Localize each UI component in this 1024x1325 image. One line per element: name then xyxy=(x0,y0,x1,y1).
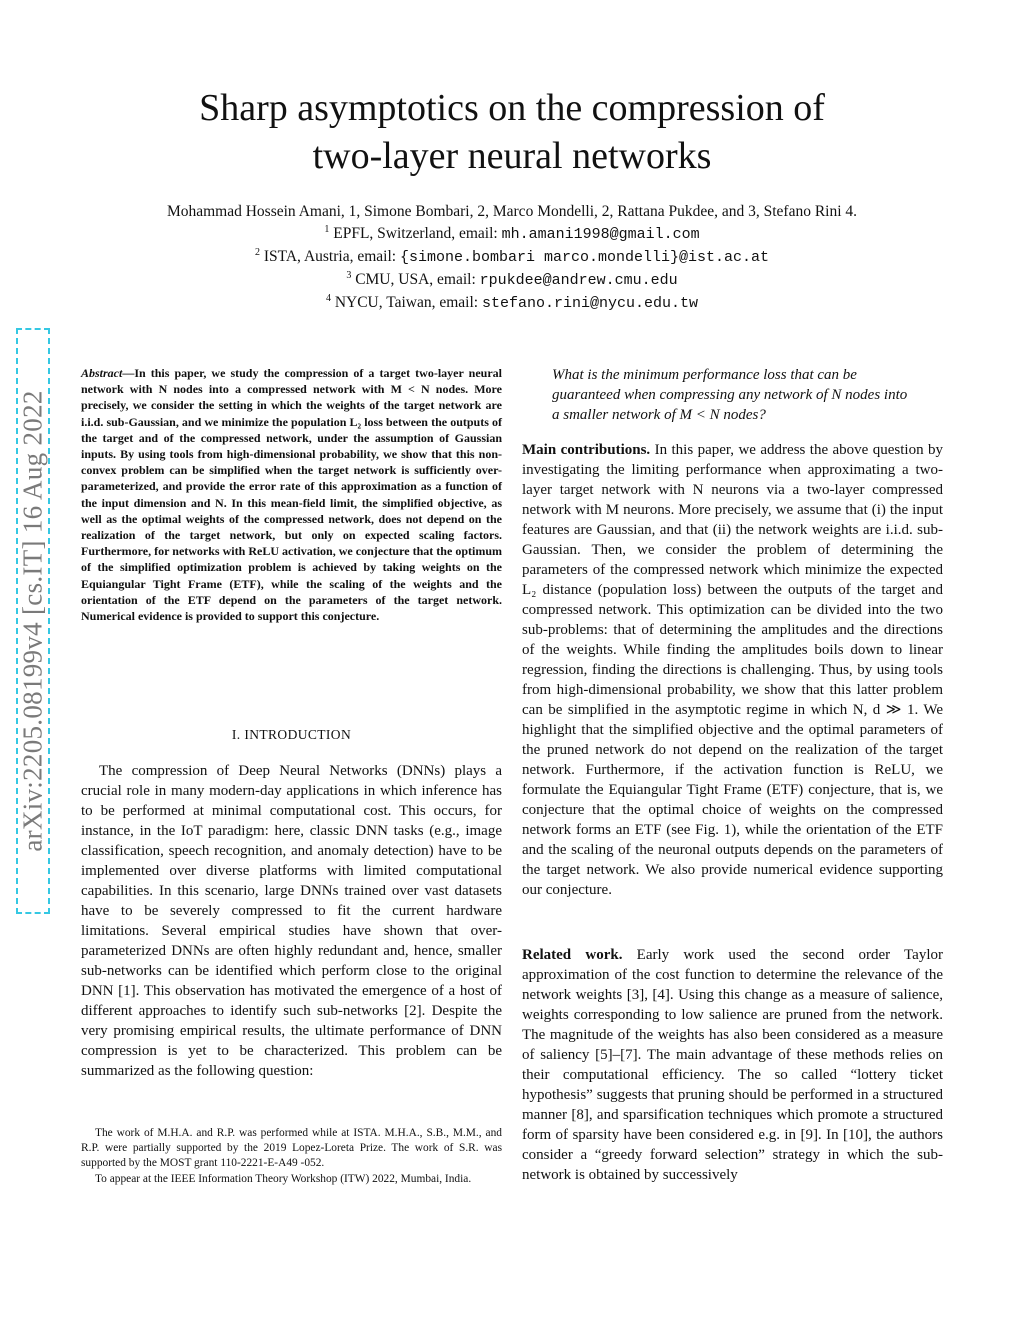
affiliation-1-email: mh.amani1998@gmail.com xyxy=(501,226,700,243)
section-heading-introduction: I. INTRODUCTION xyxy=(231,727,352,742)
related-work-heading: Related work. xyxy=(522,947,623,963)
abstract-label: Abstract xyxy=(81,366,123,380)
title-line-1: Sharp asymptotics on the compression of xyxy=(199,87,825,129)
author-block xyxy=(0,201,1024,315)
main-contributions-paragraph xyxy=(522,440,943,900)
related-work-paragraph xyxy=(522,945,943,1185)
affiliation-2-email: {simone.bombari marco.mondelli}@ist.ac.at xyxy=(399,249,770,266)
footnote-venue: To appear at the IEEE Information Theory Workshop (ITW) 2022, Mumbai, India. xyxy=(95,1173,472,1185)
related-work-text: Early work used the second order Taylor approximation of the cost function to determine the relevance of the network weights [3], [4]. Using this change as a measure of salience, weights corresponding to low salience are pruned from the network. The magnitude of the weights has also been considered as a measure of saliency [5]–[7]. The main advantage of these methods relies on their computational efficiency. The so called “lottery ticket hypothesis” suggests that pruning should be performed in a structured manner [8], and sparsification techniques which promote a structured form of sparsity have been considered e.g. in [9]. In [10], the authors consider a “greedy forward selection” strategy in which the sub-network is obtained by successively xyxy=(522,947,943,1183)
affiliation-3-email: rpukdee@andrew.cmu.edu xyxy=(479,272,678,289)
affiliation-1-number: 1 xyxy=(324,223,330,235)
affiliation-4-email: stefano.rini@nycu.edu.tw xyxy=(481,295,699,312)
affiliation-2-text: ISTA, Austria, email: xyxy=(263,248,397,265)
arxiv-identifier-stamp[interactable] xyxy=(16,328,50,914)
affiliation-1 xyxy=(0,223,1024,246)
paper-title xyxy=(0,84,1024,180)
abstract xyxy=(81,365,502,624)
affiliation-3-text: CMU, USA, email: xyxy=(355,271,476,288)
arxiv-identifier-text: arXiv:2205.08199v4 [cs.IT] 16 Aug 2022 xyxy=(17,390,48,852)
title-line-2: two-layer neural networks xyxy=(312,135,712,177)
affiliation-2 xyxy=(0,246,1024,269)
affiliation-4-number: 4 xyxy=(325,292,331,304)
introduction-paragraph: The compression of Deep Neural Networks (DNNs) plays a crucial role in many modern-day applications in which inference has to be performed at minimal computational cost. This occurs, for instance, in the IoT paradigm: here, classic DNN tasks (e.g., image classification, speech recognition, and anomaly detection) have to be implemented over diverse platforms with limited computational capabilities. In this scenario, large DNNs trained over vast datasets have to be severely compressed to fit the current hardware limitations. Several empirical studies have shown that over-parameterized DNNs are often highly redundant and, hence, smaller sub-networks can be identified which perform close to the original DNN [1]. This observation has motivated the emergence of a host of different approaches to identify such sub-networks [2]. Despite the very promising empirical results, the ultimate performance of DNN compression is yet to be characterized. This problem can be summarized as the following question: xyxy=(81,763,502,1079)
abstract-text: —In this paper, we study the compression of a target two-layer neural network with N nodes into a compressed network with M < N nodes. More precisely, we consider the setting in which the weights of the target network are i.i.d. sub-Gaussian, and we minimize the population L₂ loss between the outputs of the target and of the compressed network, under the assumption of Gaussian inputs. By using tools from high-dimensional probability, we show that this non-convex problem can be simplified when the target network is sufficiently over-parameterized, and provide the error rate of this approximation as a function of the input dimension and N. In this mean-field limit, the simplified objective, as well as the optimal weights of the compressed network, does not depend on the realization of the target network, but only on expected scaling factors. Furthermore, for networks with ReLU activation, we conjecture that the optimum of the simplified optimization problem is achieved by taking weights on the Equiangular Tight Frame (ETF), while the scaling of the weights and the orientation of the ETF depend on the parameters of the target network. Numerical evidence is provided to support this conjecture. xyxy=(81,366,502,624)
affiliation-4-text: NYCU, Taiwan, email: xyxy=(334,294,479,311)
affiliation-3 xyxy=(0,269,1024,292)
affiliation-4 xyxy=(0,292,1024,315)
affiliation-2-number: 2 xyxy=(254,246,260,258)
footnote-funding: The work of M.H.A. and R.P. was performed while at ISTA. M.H.A., S.B., M.M., and R.P. were partially supported by the 2019 Lopez-Loreta Prize. The work of S.R. was supported by the MOST grant 110-2221-E-A49 -052. xyxy=(81,1127,502,1169)
main-contributions-heading: Main contributions. xyxy=(522,442,651,458)
author-list: Mohammad Hossein Amani, 1, Simone Bombari, 2, Marco Mondelli, 2, Rattana Pukdee, and 3, Stefano Rini 4. xyxy=(166,203,858,220)
affiliation-1-text: EPFL, Switzerland, email: xyxy=(333,225,498,242)
main-contributions-text: In this paper, we address the above question by investigating the limiting performance when approximating a two-layer target network with N neurons via a two-layer compressed network with M neurons. More precisely, we assume that (i) the input features are Gaussian, and that (ii) the network weights are i.i.d. sub-Gaussian. Then, we consider the problem of determining the parameters of the compressed network which minimize the expected L₂ distance (population loss) between the outputs of the target and compressed network. This optimization can be divided into the two sub-problems: that of determining the amplitudes and the directions of the weights. While finding the amplitudes boils down to linear regression, finding the directions is challenging. Thus, by using tools from high-dimensional probability, we show that this latter problem can be simplified in the asymptotic regime in which N, d ≫ 1. We highlight that the simplified objective and the optimal parameters of the pruned network do not depend on the realization of the target network. Furthermore, if the activation function is ReLU, we formulate the Equiangular Tight Frame (ETF) conjecture, that is, we conjecture that the optimal choice of weights on the compressed network forms an ETF (see Fig. 1), while the orientation of the ETF and the scaling of the neuronal outputs depends on the parameters of the target network. We also provide numerical evidence supporting our conjecture. xyxy=(522,442,944,898)
affiliation-3-number: 3 xyxy=(346,269,352,281)
research-question: What is the minimum performance loss that can be guaranteed when compressing any network of N nodes into a smaller network of M < N nodes? xyxy=(552,367,908,423)
